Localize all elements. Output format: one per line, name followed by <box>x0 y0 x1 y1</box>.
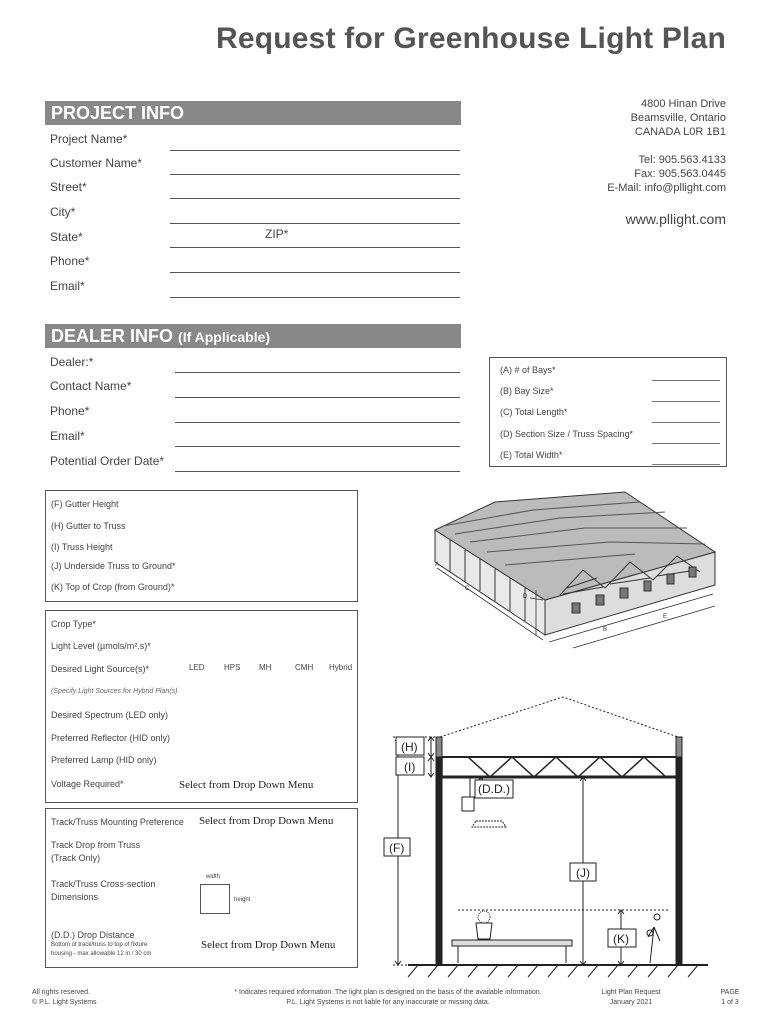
heights-box <box>45 490 358 602</box>
total-length-label: (C) Total Length* <box>500 407 568 417</box>
height-label: height <box>234 897 251 903</box>
reflector-label: Preferred Reflector (HID only) <box>51 733 171 743</box>
lamp-label: Preferred Lamp (HID only) <box>51 755 157 765</box>
voltage-label: Voltage Required* <box>51 779 124 789</box>
dealer-info-header <box>45 324 461 348</box>
project-name-field[interactable] <box>170 150 460 151</box>
contact-name-field[interactable] <box>175 397 460 398</box>
light-source-label: Desired Light Source(s)* <box>51 664 150 674</box>
letter-c: C <box>465 586 470 592</box>
width-label: width <box>206 874 221 880</box>
project-info-header <box>45 101 461 125</box>
footer-doc <box>595 988 667 1008</box>
phone-label: Phone* <box>50 254 90 268</box>
customer-name-label: Customer Name* <box>50 156 143 170</box>
source-hybrid[interactable]: Hybrid <box>329 663 353 672</box>
state-zip-field[interactable] <box>170 247 460 248</box>
dealer-info-title: DEALER INFO <box>51 326 174 346</box>
total-width-field[interactable] <box>652 464 720 465</box>
street-field[interactable] <box>170 198 460 199</box>
footer-doc-name: Light Plan Request <box>601 989 661 996</box>
source-cmh[interactable]: CMH <box>295 663 314 672</box>
source-led[interactable]: LED <box>189 663 205 672</box>
city-field[interactable] <box>170 223 460 224</box>
source-hps[interactable]: HPS <box>224 663 241 672</box>
spectrum-label: Desired Spectrum (LED only) <box>51 710 169 720</box>
city-label: City* <box>50 205 76 219</box>
tel-text: Tel: 905.563.4133 <box>638 154 726 166</box>
track-drop-label2: (Track Only) <box>51 853 101 863</box>
label-k: (K) <box>613 932 629 946</box>
footer-disclaimer2: P.L. Light Systems is not liable for any inaccurate or missing data. <box>286 999 490 1006</box>
bays-label: (A) # of Bays* <box>500 365 556 375</box>
footer-copyright: © P.L. Light Systems <box>32 999 97 1006</box>
crop-box <box>45 610 358 803</box>
footer-page <box>712 988 748 1008</box>
dd-note1: Bottom of track/truss to top of fixture <box>51 942 148 948</box>
fax-text: Fax: 905.563.0445 <box>634 168 726 180</box>
footer-page-number: 1 of 3 <box>721 999 739 1006</box>
footer-left <box>32 988 97 1008</box>
order-date-label: Potential Order Date* <box>50 454 165 468</box>
website-link[interactable]: www.pllight.com <box>625 211 726 227</box>
footer-page-label: PAGE <box>720 989 740 996</box>
letter-b: B <box>603 627 608 633</box>
dealer-email-label: Email* <box>50 429 85 443</box>
mounting-label: Track/Truss Mounting Preference <box>51 817 184 827</box>
dealer-email-field[interactable] <box>175 446 460 447</box>
section-size-label: (D) Section Size / Truss Spacing* <box>500 429 634 439</box>
dealer-phone-field[interactable] <box>175 422 460 423</box>
dealer-label: Dealer:* <box>50 355 94 369</box>
dd-note2: housing - max allowable 12 in / 30 cm <box>51 951 152 957</box>
bays-field[interactable] <box>652 380 720 381</box>
dealer-phone-label: Phone* <box>50 404 90 418</box>
total-width-label: (E) Total Width* <box>500 450 563 460</box>
address-line3: CANADA L0R 1B1 <box>634 126 726 138</box>
label-dd: (D.D.) <box>478 782 510 796</box>
letter-a: A <box>435 562 440 568</box>
cross-section-label2: Dimensions <box>51 892 99 902</box>
contact-name-label: Contact Name* <box>50 379 132 393</box>
zip-label: ZIP* <box>265 227 289 241</box>
letter-d: D <box>523 594 528 600</box>
order-date-field[interactable] <box>175 471 460 472</box>
light-level-label: Light Level (µmols/m².s)* <box>51 641 151 651</box>
underside-truss-label: (J) Underside Truss to Ground* <box>51 561 176 571</box>
company-address <box>631 97 726 139</box>
greenhouse-illustration <box>425 490 730 665</box>
footer-rights: All rights reserved. <box>32 989 90 996</box>
label-j: (J) <box>576 866 590 880</box>
total-length-field[interactable] <box>652 422 720 423</box>
bays-box <box>489 357 727 467</box>
label-h: (H) <box>401 740 418 754</box>
top-of-crop-label: (K) Top of Crop (from Ground)* <box>51 582 175 592</box>
address-line2: Beamsville, Ontario <box>630 112 726 124</box>
email-field[interactable] <box>170 297 460 298</box>
state-label: State* <box>50 230 83 244</box>
bay-size-label: (B) Bay Size* <box>500 386 554 396</box>
page-title: Request for Greenhouse Light Plan <box>216 22 726 55</box>
dd-dropdown[interactable]: Select from Drop Down Menu <box>201 939 336 951</box>
cross-section-diagram <box>378 695 718 980</box>
dd-label: (D.D.) Drop Distance <box>51 930 135 940</box>
project-name-label: Project Name* <box>50 132 128 146</box>
footer-center <box>228 988 548 1008</box>
mounting-dropdown[interactable]: Select from Drop Down Menu <box>199 815 334 827</box>
email-label: Email* <box>50 279 85 293</box>
section-size-field[interactable] <box>652 443 720 444</box>
project-info-title: PROJECT INFO <box>51 103 185 123</box>
footer-disclaimer1: * Indicates required information. The light plan is designed on the basis of the available information. <box>234 989 542 996</box>
crop-type-label: Crop Type* <box>51 619 96 629</box>
bay-size-field[interactable] <box>652 401 720 402</box>
footer-doc-date: January 2021 <box>609 999 653 1006</box>
cross-section-label1: Track/Truss Cross-section <box>51 879 156 889</box>
label-f: (F) <box>389 841 405 855</box>
dealer-field[interactable] <box>175 372 460 373</box>
email-text: E-Mail: info@pllight.com <box>607 182 726 194</box>
track-drop-label1: Track Drop from Truss <box>51 840 141 850</box>
truss-height-label: (I) Truss Height <box>51 542 113 552</box>
gutter-truss-label: (H) Gutter to Truss <box>51 521 126 531</box>
address-line1: 4800 Hinan Drive <box>641 98 726 110</box>
dealer-info-subtitle: (If Applicable) <box>178 329 271 345</box>
customer-name-field[interactable] <box>170 174 460 175</box>
track-box <box>45 808 358 968</box>
company-contact <box>607 153 726 195</box>
street-label: Street* <box>50 180 87 194</box>
source-mh[interactable]: MH <box>259 663 272 672</box>
hybrid-note: (Specify Light Sources for Hybrid Plan(s) <box>51 688 178 695</box>
phone-field[interactable] <box>170 272 460 273</box>
letter-e: E <box>663 614 668 620</box>
label-i: (I) <box>404 760 416 774</box>
gutter-height-label: (F) Gutter Height <box>51 499 119 509</box>
cross-section-box[interactable] <box>200 884 230 914</box>
voltage-dropdown[interactable]: Select from Drop Down Menu <box>179 779 314 791</box>
